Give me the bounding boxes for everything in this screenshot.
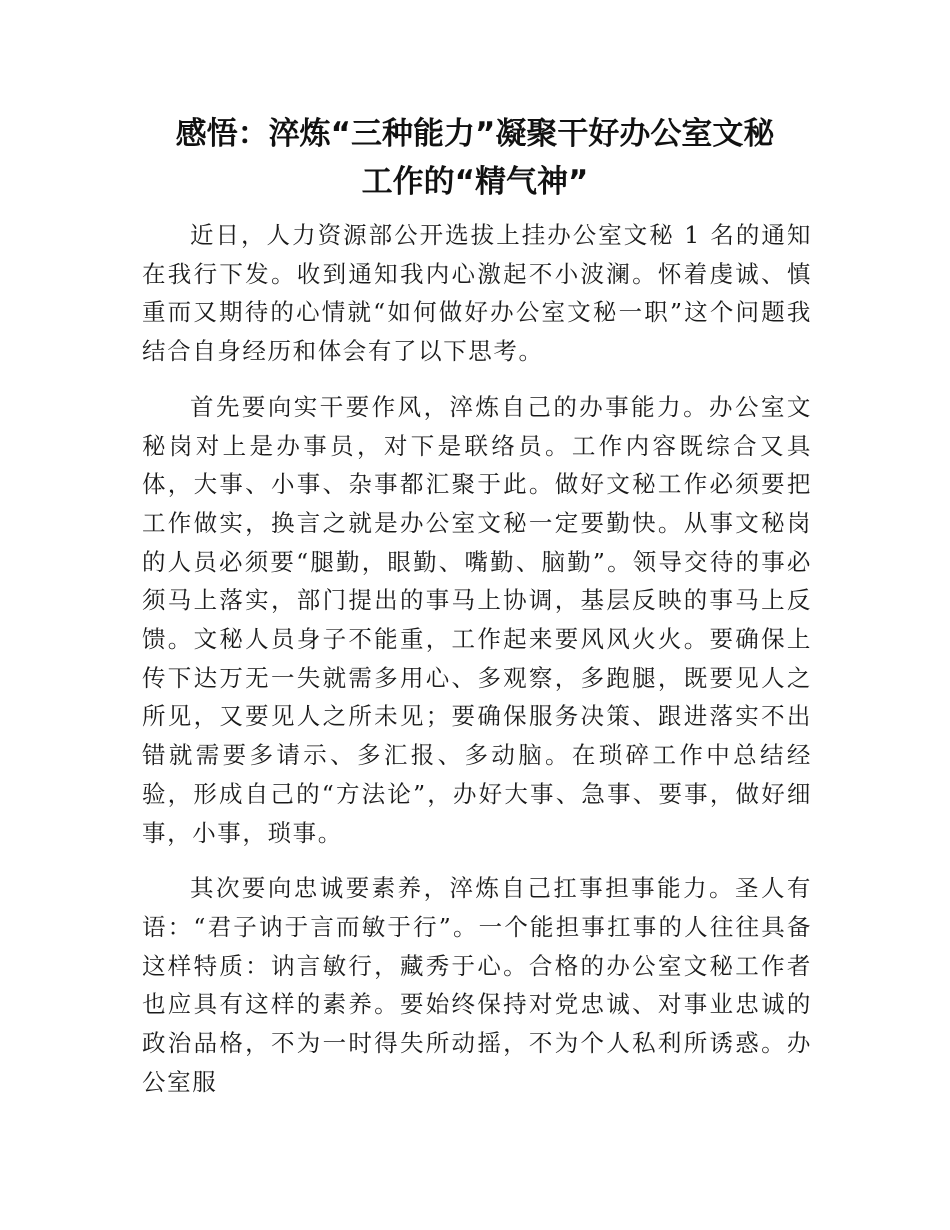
title-line-2: 工作的“精气神”: [361, 164, 589, 200]
document-body: [142, 216, 812, 1118]
paragraph-intro: 近日，人力资源部公开选拔上挂办公室文秘 1 名的通知在我行下发。收到通知我内心激起不小波澜。怀着虔诚、慎重而又期待的心情就“如何做好办公室文秘一职”这个问题我结合自身经历和体会有了以下思考。: [142, 221, 812, 366]
document-title: [100, 110, 850, 206]
title-line-1: 感悟：淬炼“三种能力”凝聚干好办公室文秘: [175, 116, 775, 152]
paragraph-second-point: 其次要向忠诚要素养，淬炼自己扛事担事能力。圣人有语：“君子讷于言而敏于行”。一个能担事扛事的人往往具备这样特质：讷言敏行，藏秀于心。合格的办公室文秘工作者也应具有这样的素养。要始终保持对党忠诚、对事业忠诚的政治品格，不为一时得失所动摇，不为个人私利所诱惑。办公室服: [142, 874, 812, 1096]
paragraph-first-point: 首先要向实干要作风，淬炼自己的办事能力。办公室文秘岗对上是办事员，对下是联络员。工作内容既综合又具体，大事、小事、杂事都汇聚于此。做好文秘工作必须要把工作做实，换言之就是办公室文秘一定要勤快。从事文秘岗的人员必须要“腿勤，眼勤、嘴勤、脑勤”。领导交待的事必须马上落实，部门提出的事马上协调，基层反映的事马上反馈。文秘人员身子不能重，工作起来要风风火火。要确保上传下达万无一失就需多用心、多观察，多跑腿，既要见人之所见，又要见人之所未见；要确保服务决策、跟进落实不出错就需要多请示、多汇报、多动脑。在琐碎工作中总结经验，形成自己的“方法论”，办好大事、急事、要事，做好细事，小事，琐事。: [142, 392, 812, 847]
